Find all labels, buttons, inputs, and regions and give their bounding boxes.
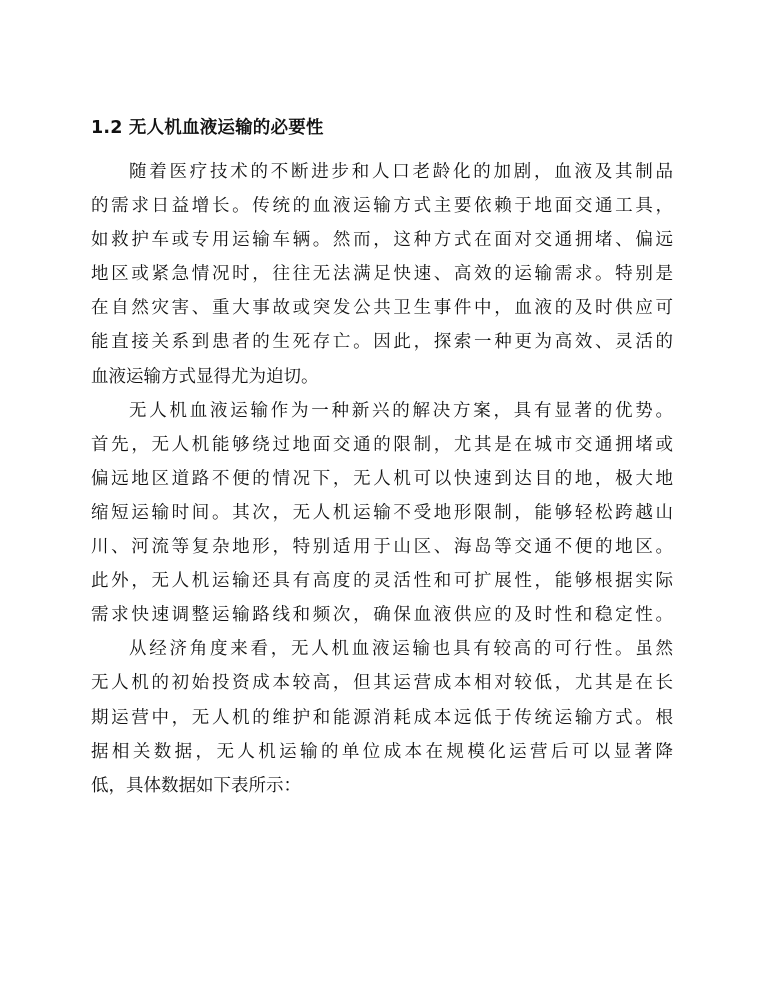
- text-line: 无人机血液运输作为一种新兴的解决方案，具有显著的优势。: [129, 400, 673, 421]
- section-body: [91, 155, 673, 803]
- text-line: 偏远地区道路不便的情况下，无人机可以快速到达目的地，极大地: [91, 468, 673, 489]
- text-line: 川、河流等复杂地形，特别适用于山区、海岛等交通不便的地区。: [91, 537, 673, 558]
- text-line: 缩短运输时间。其次，无人机运输不受地形限制，能够轻松跨越山: [91, 502, 673, 523]
- text-line: 首先，无人机能够绕过地面交通的限制，尤其是在城市交通拥堵或: [91, 434, 673, 455]
- text-line: 在自然灾害、重大事故或突发公共卫生事件中，血液的及时供应可: [91, 298, 673, 319]
- text-line: 此外，无人机运输还具有高度的灵活性和可扩展性，能够根据实际: [91, 571, 673, 592]
- text-line: 低，具体数据如下表所示：: [91, 775, 301, 796]
- section-heading: 1.2 无人机血液运输的必要性: [91, 118, 324, 138]
- paragraph-2: [91, 394, 673, 633]
- text-line: 地区或紧急情况时，往往无法满足快速、高效的运输需求。特别是: [91, 264, 673, 285]
- text-line: 如救护车或专用运输车辆。然而，这种方式在面对交通拥堵、偏远: [91, 230, 673, 251]
- text-line: 能直接关系到患者的生死存亡。因此，探索一种更为高效、灵活的: [91, 332, 673, 353]
- text-line: 随着医疗技术的不断进步和人口老龄化的加剧，血液及其制品: [129, 162, 673, 182]
- paragraph-1: [91, 155, 673, 394]
- text-line: 无人机的初始投资成本较高，但其运营成本相对较低，尤其是在长: [91, 673, 673, 694]
- text-line: 血液运输方式显得尤为迫切。: [91, 366, 319, 387]
- text-line: 需求快速调整运输路线和频次，确保血液供应的及时性和稳定性。: [91, 605, 673, 626]
- text-line: 的需求日益增长。传统的血液运输方式主要依赖于地面交通工具，: [91, 196, 673, 217]
- text-line: 从经济角度来看，无人机血液运输也具有较高的可行性。虽然: [129, 639, 673, 660]
- paragraph-3: [91, 632, 673, 802]
- text-line: 据相关数据，无人机运输的单位成本在规模化运营后可以显著降: [91, 741, 673, 762]
- text-line: 期运营中，无人机的维护和能源消耗成本远低于传统运输方式。根: [91, 707, 673, 728]
